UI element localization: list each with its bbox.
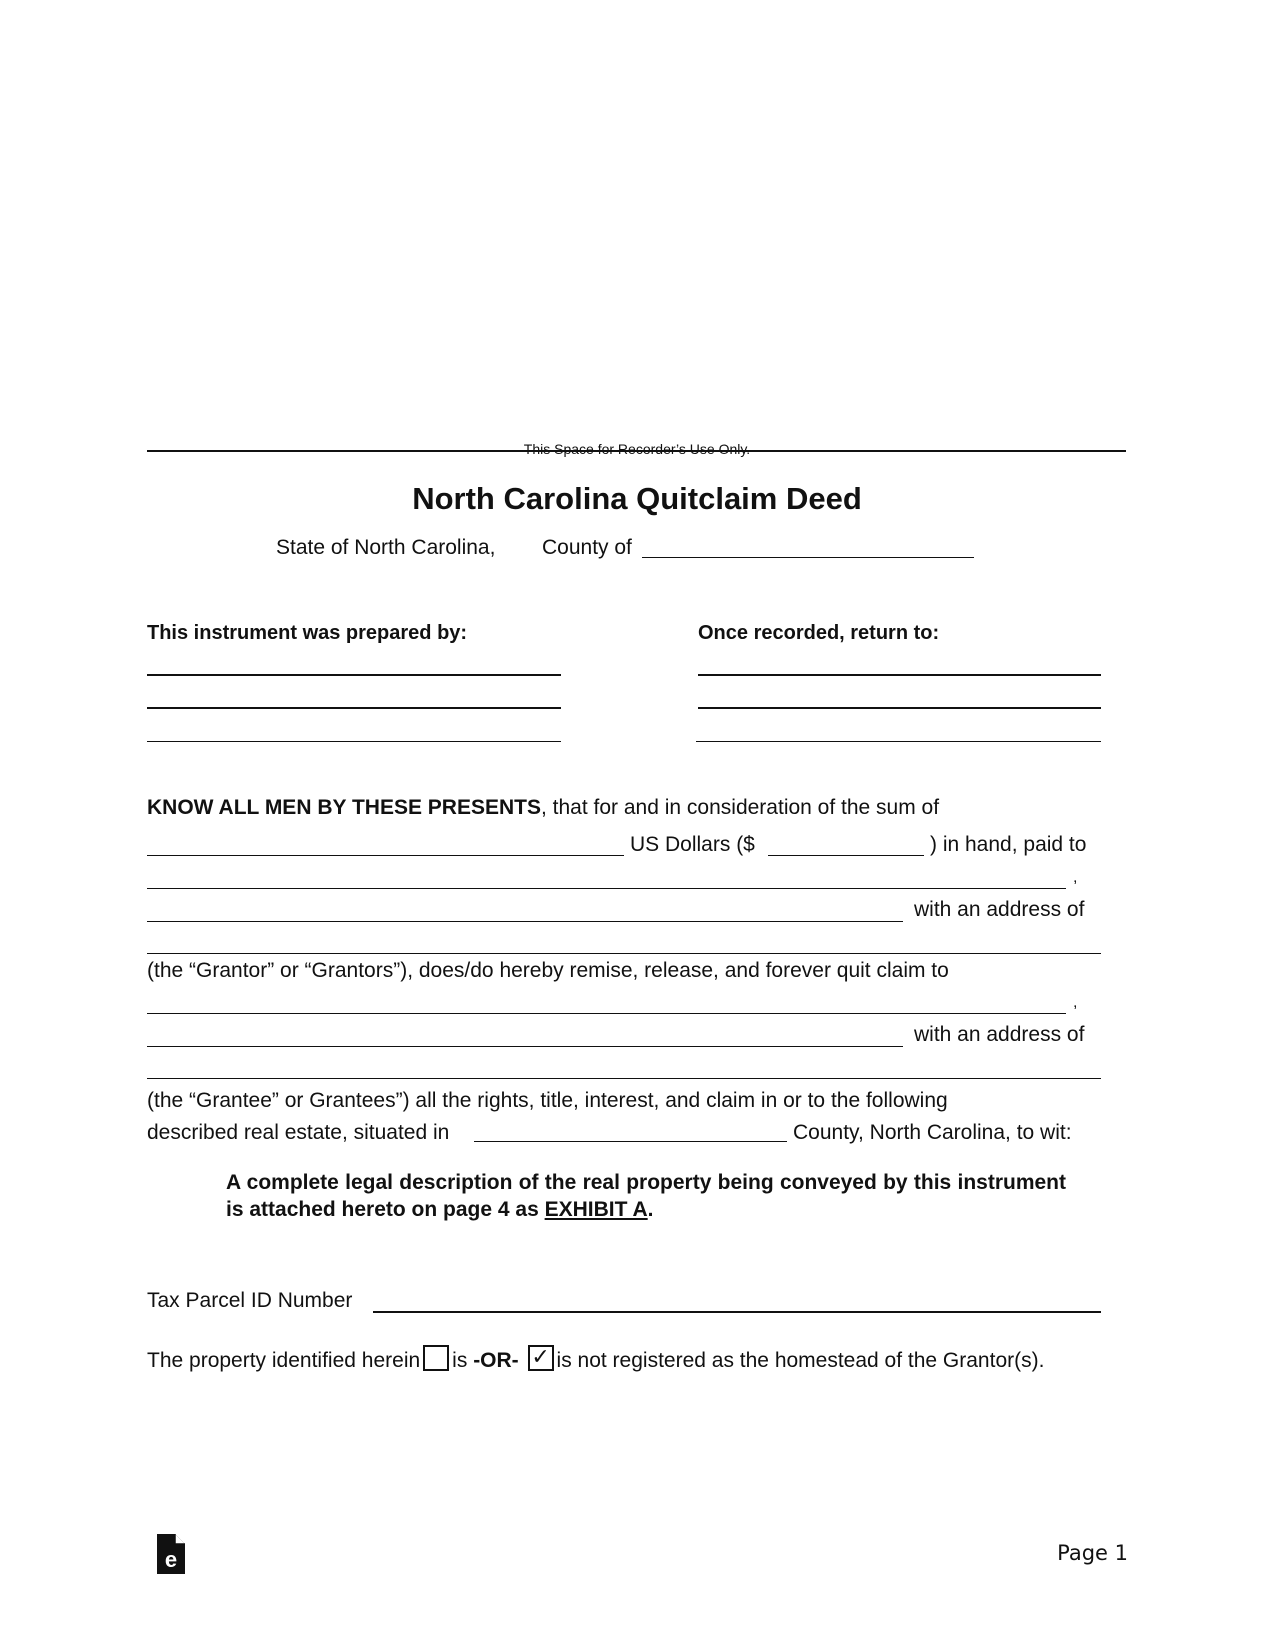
tax-parcel-label: Tax Parcel ID Number <box>147 1289 353 1312</box>
grantor-address-label: with an address of <box>914 898 1085 921</box>
grantee-address-label: with an address of <box>914 1023 1085 1046</box>
county-label: County of <box>542 536 632 559</box>
is-homestead-checkbox[interactable] <box>423 1345 449 1371</box>
logo-letter: e <box>164 1547 178 1572</box>
homestead-statement <box>147 1345 1045 1372</box>
grantor-clause: (the “Grantor” or “Grantors”), does/do hereby remise, release, and forever quit claim to <box>147 959 949 982</box>
us-dollars-label: US Dollars ($ <box>630 833 755 856</box>
return-to-field-3[interactable] <box>696 741 1101 742</box>
exhibit-a-link: EXHIBIT A <box>544 1198 648 1221</box>
return-to-field-2[interactable] <box>698 707 1101 709</box>
described-label: described real estate, situated in <box>147 1121 450 1144</box>
grantor-comma: , <box>1073 869 1078 886</box>
return-to-field-1[interactable] <box>698 674 1101 676</box>
exhibit-period: . <box>647 1198 654 1221</box>
or-label: -OR- <box>473 1349 519 1372</box>
county-nc-label: County, North Carolina, to wit: <box>793 1121 1072 1144</box>
grantee-name-field-2[interactable] <box>147 1046 903 1047</box>
know-all-men: KNOW ALL MEN BY THESE PRESENTS <box>147 796 541 819</box>
grantee-address-field[interactable] <box>147 1078 1101 1079</box>
prepared-by-field-1[interactable] <box>147 674 561 676</box>
grantor-name-field[interactable] <box>147 888 1066 889</box>
page-number: Page 1 <box>1057 1541 1128 1565</box>
amount-words-field[interactable] <box>147 855 624 856</box>
state-label: State of North Carolina, <box>276 536 496 559</box>
exhibit-statement <box>226 1169 1066 1223</box>
in-hand-label: ) in hand, paid to <box>930 833 1087 856</box>
recorder-note: This Space for Recorder’s Use Only. <box>523 441 751 457</box>
prepared-by-field-2[interactable] <box>147 707 561 709</box>
property-county-field[interactable] <box>474 1141 787 1142</box>
grantee-clause: (the “Grantee” or Grantees”) all the rights, title, interest, and claim in or to the following <box>147 1089 948 1112</box>
grantor-address-field[interactable] <box>147 953 1101 954</box>
prepared-by-label: This instrument was prepared by: <box>147 622 468 644</box>
consideration-line <box>147 797 939 818</box>
tax-parcel-field[interactable] <box>373 1311 1101 1313</box>
is-label: is <box>452 1349 468 1372</box>
homestead-suffix: is not registered as the homestead of the Grantor(s). <box>556 1349 1045 1372</box>
return-to-label: Once recorded, return to: <box>698 622 940 644</box>
grantee-comma: , <box>1073 994 1078 1011</box>
recorder-divider <box>147 450 1126 452</box>
grantee-name-field[interactable] <box>147 1013 1066 1014</box>
county-field[interactable] <box>642 557 974 558</box>
not-homestead-checkbox[interactable]: ✓ <box>528 1345 554 1371</box>
eforms-logo-icon <box>157 1534 185 1574</box>
page-title: North Carolina Quitclaim Deed <box>412 481 862 516</box>
prepared-by-field-3[interactable] <box>147 741 561 742</box>
exhibit-text: A complete legal description of the real property being conveyed by this instrument is attached hereto on page 4 as <box>226 1171 1066 1221</box>
grantor-name-field-2[interactable] <box>147 921 903 922</box>
homestead-prefix: The property identified herein <box>147 1349 421 1372</box>
consideration-text: , that for and in consideration of the sum of <box>541 796 940 819</box>
amount-number-field[interactable] <box>768 855 924 856</box>
